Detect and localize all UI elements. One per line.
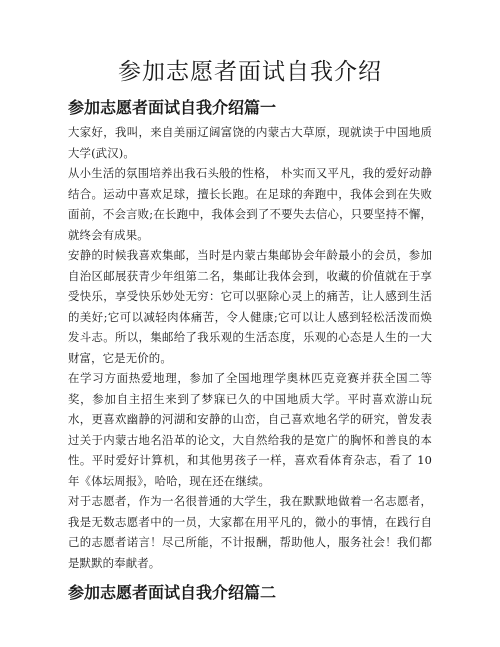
section-heading-1: 参加志愿者面试自我介绍篇一 xyxy=(68,98,277,117)
section-heading-2: 参加志愿者面试自我介绍篇二 xyxy=(68,583,277,602)
paragraph: 安静的时候我喜欢集邮，当时是内蒙古集邮协会年龄最小的会员，参加自治区邮展获青少年组第二名，集邮让我体会到，收藏的价值就在于享受快乐，享受快乐妙处无穷：它可以驱除心灵上的痛苦，让人感到生活的美好;它可以减轻肉体痛苦，令人健康;它可以让人感到轻松活泼而焕发斗志。所以，集邮给了我乐观的生活态度，乐观的心态是人生的一大财富，它是无价的。 xyxy=(68,248,432,365)
paragraph: 对于志愿者，作为一名很普通的大学生，我在默默地做着一名志愿者，我是无数志愿者中的一员，大家都在用平凡的，微小的事情，在践行自己的志愿者诺言！尽己所能，不计报酬，帮助他人，服务社会！我们都是默默的奉献者。 xyxy=(68,494,432,570)
document-title: 参加志愿者面试自我介绍 xyxy=(118,59,382,85)
paragraph: 从小生活的氛围培养出我石头般的性格， 朴实而又平凡，我的爱好动静结合。运动中喜欢足球，擅长长跑。在足球的奔跑中，我体会到在失败面前，不会言败;在长跑中，我体会到了不要失去信心，只要坚持不懈，就终会有成果。 xyxy=(68,166,432,242)
paragraph: 在学习方面热爱地理，参加了全国地理学奥林匹克竞赛并获全国二等奖，参加自主招生来到了梦寐已久的中国地质大学。平时喜欢游山玩水，更喜欢幽静的河湖和安静的山峦，自己喜欢地名学的研究，曾发表过关于内蒙古地名沿革的论文，大自然给我的是宽广的胸怀和善良的本性。平时爱好计算机，和其他男孩子一样，喜欢看体育杂志，看了 10 年《体坛周报》，哈哈，现在还在继续。 xyxy=(68,371,432,488)
paragraph: 大家好，我叫，来自美丽辽阔富饶的内蒙古大草原，现就读于中国地质大学(武汉)。 xyxy=(68,125,432,160)
section-1-body xyxy=(68,122,432,573)
